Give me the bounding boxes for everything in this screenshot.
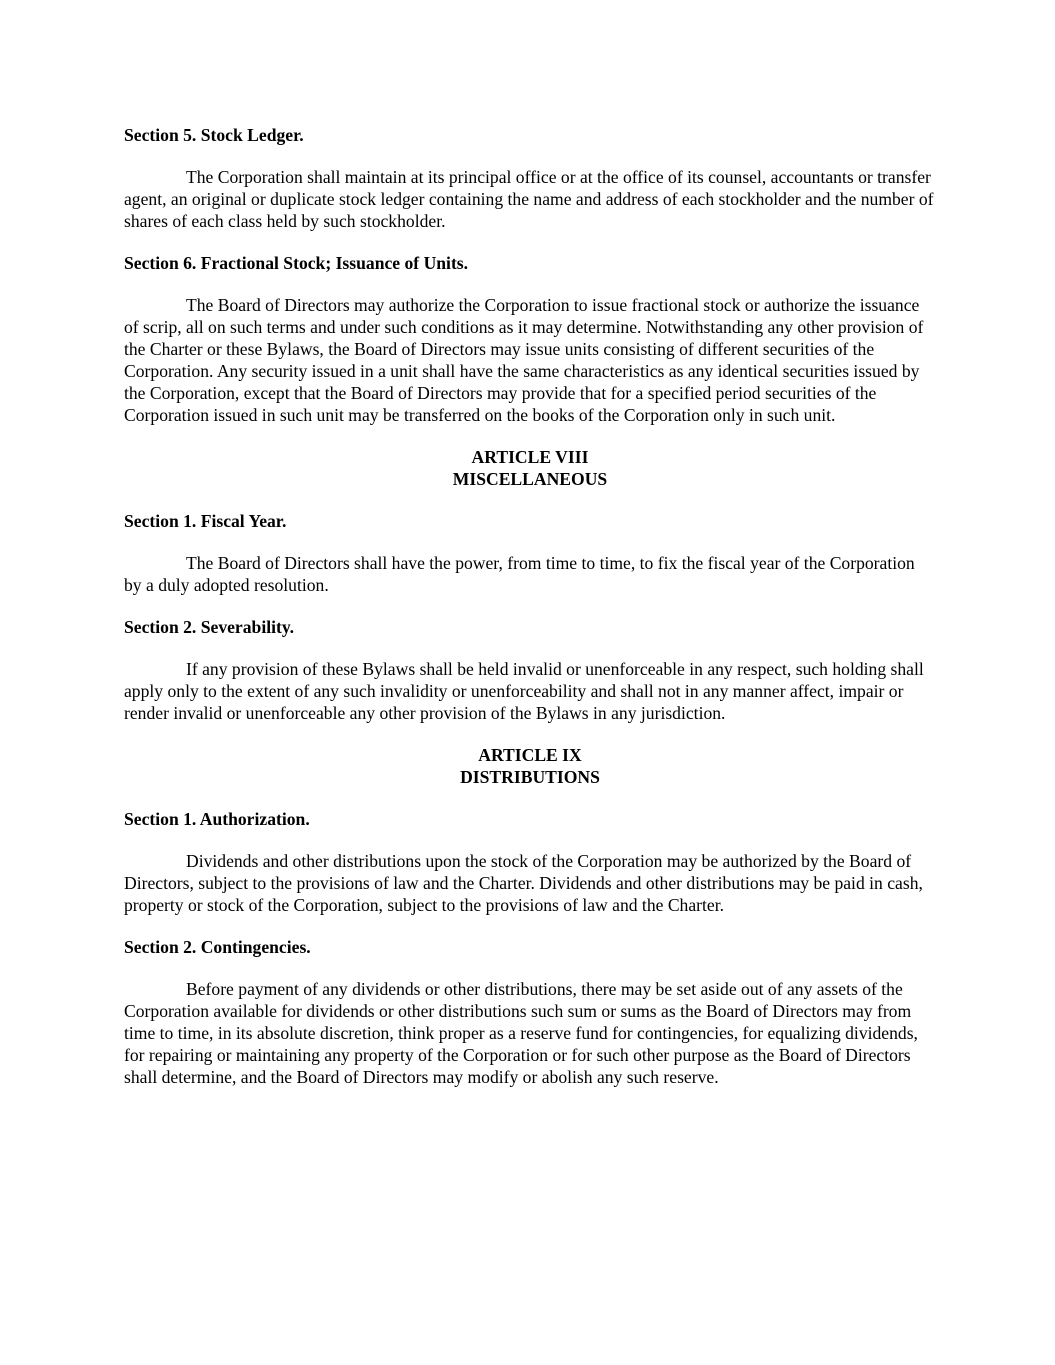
article-ix-title: DISTRIBUTIONS: [460, 767, 600, 787]
section-6-paragraph: The Board of Directors may authorize the Corporation to issue fractional stock or authorize the issuance of scrip, all on such terms and under such conditions as it may determine. Notwithstanding any other provision of the Charter or these Bylaws, the Board of Directors may issue units consisting of different securities of the Corporation. Any security issued in a unit shall have the same characteristics as any identical securities issued by the Corporation, except that the Board of Directors may provide that for a specified period securities of the Corporation issued in such unit may be transferred on the books of the Corporation only in such unit.: [124, 295, 924, 425]
severability-heading: Section 2. Severability.: [124, 617, 295, 637]
fiscal-year-heading: Section 1. Fiscal Year.: [124, 511, 287, 531]
section-6-heading: Section 6. Fractional Stock; Issuance of Units.: [124, 253, 469, 273]
authorization-heading: Section 1. Authorization.: [124, 809, 310, 829]
article-viii-number: ARTICLE VIII: [471, 447, 589, 467]
article-ix-number: ARTICLE IX: [478, 745, 582, 765]
contingencies-heading: Section 2. Contingencies.: [124, 937, 311, 957]
authorization-paragraph: Dividends and other distributions upon the stock of the Corporation may be authorized by the Board of Directors, subject to the provisions of law and the Charter. Dividends and other distributions may be paid in cash, property or stock of the Corporation, subject to the provisions of law and the Charter.: [124, 851, 923, 915]
severability-paragraph: If any provision of these Bylaws shall be held invalid or unenforceable in any respect, such holding shall apply only to the extent of any such invalidity or unenforceability and shall not in any manner affect, impair or render invalid or unenforceable any other provision of the Bylaws in any jurisdiction.: [124, 659, 924, 723]
contingencies-paragraph: Before payment of any dividends or other distributions, there may be set aside out of any assets of the Corporation available for dividends or other distributions such sum or sums as the Board of Directors may from time to time, in its absolute discretion, think proper as a reserve fund for contingencies, for equalizing dividends, for repairing or maintaining any property of the Corporation or for such other purpose as the Board of Directors shall determine, and the Board of Directors may modify or abolish any such reserve.: [124, 979, 918, 1087]
fiscal-year-paragraph: The Board of Directors shall have the power, from time to time, to fix the fiscal year of the Corporation by a duly adopted resolution.: [124, 553, 915, 595]
section-5-heading: Section 5. Stock Ledger.: [124, 125, 304, 145]
document-page: [124, 124, 936, 1088]
section-5-paragraph: The Corporation shall maintain at its principal office or at the office of its counsel, accountants or transfer agent, an original or duplicate stock ledger containing the name and address of each stockholder and the number of shares of each class held by such stockholder.: [124, 167, 934, 231]
article-viii-title: MISCELLANEOUS: [452, 469, 608, 489]
